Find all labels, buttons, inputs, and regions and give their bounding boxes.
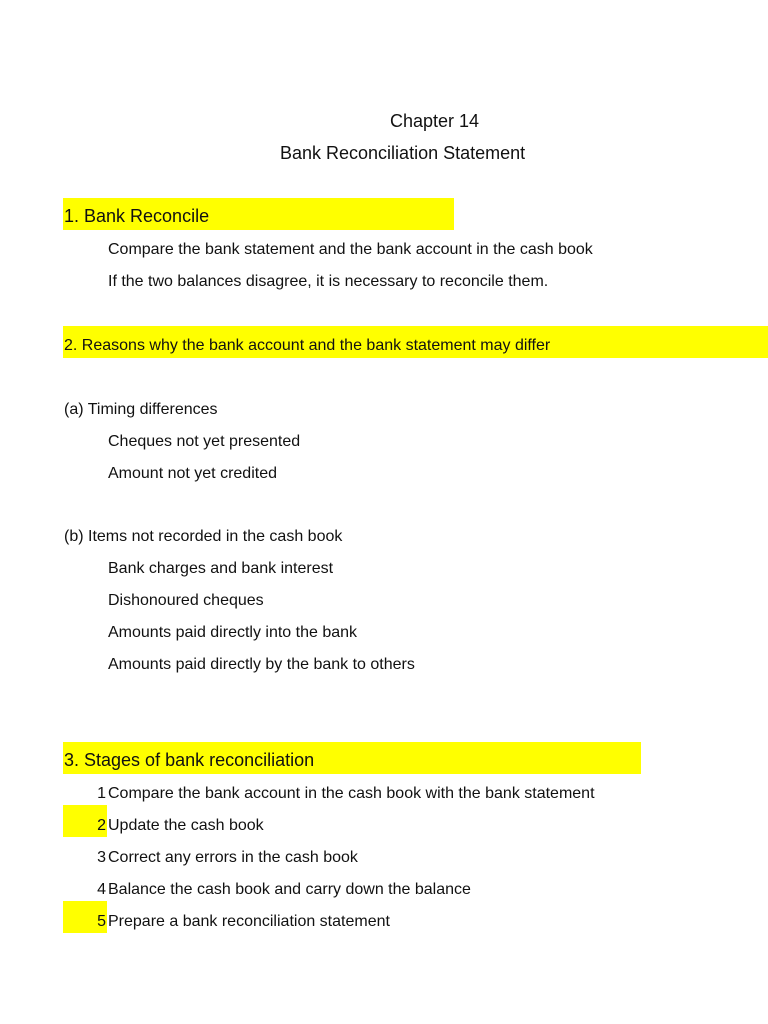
section1-line: Compare the bank statement and the bank account in the cash book	[108, 241, 593, 258]
step-text: Balance the cash book and carry down the balance	[108, 881, 471, 898]
list-item: Cheques not yet presented	[108, 433, 301, 450]
section2-heading: 2. Reasons why the bank account and the bank statement may differ	[64, 337, 551, 354]
step-number: 5	[97, 913, 106, 930]
section1-heading: 1. Bank Reconcile	[64, 206, 210, 226]
step-text: Compare the bank account in the cash book with the bank statement	[108, 785, 595, 802]
list-item: Bank charges and bank interest	[108, 560, 334, 577]
step-number: 2	[97, 817, 106, 834]
step-text: Update the cash book	[108, 817, 264, 834]
step-number: 3	[97, 849, 106, 866]
list-item: Amounts paid directly into the bank	[108, 624, 358, 641]
group-b-label: (b) Items not recorded in the cash book	[64, 528, 343, 545]
step-number: 1	[97, 785, 106, 802]
step-number: 4	[97, 881, 106, 898]
group-a-label: (a) Timing differences	[64, 401, 218, 418]
section3-heading: 3. Stages of bank reconciliation	[64, 750, 315, 770]
page-title: Bank Reconciliation Statement	[280, 143, 526, 163]
list-item: Amounts paid directly by the bank to others	[108, 656, 415, 673]
list-item: Dishonoured cheques	[108, 592, 264, 609]
step-text: Correct any errors in the cash book	[108, 849, 358, 866]
chapter-label: Chapter 14	[390, 111, 480, 131]
list-item: Amount not yet credited	[108, 465, 277, 482]
step-text: Prepare a bank reconciliation statement	[108, 913, 390, 930]
section1-line: If the two balances disagree, it is necessary to reconcile them.	[108, 273, 549, 290]
